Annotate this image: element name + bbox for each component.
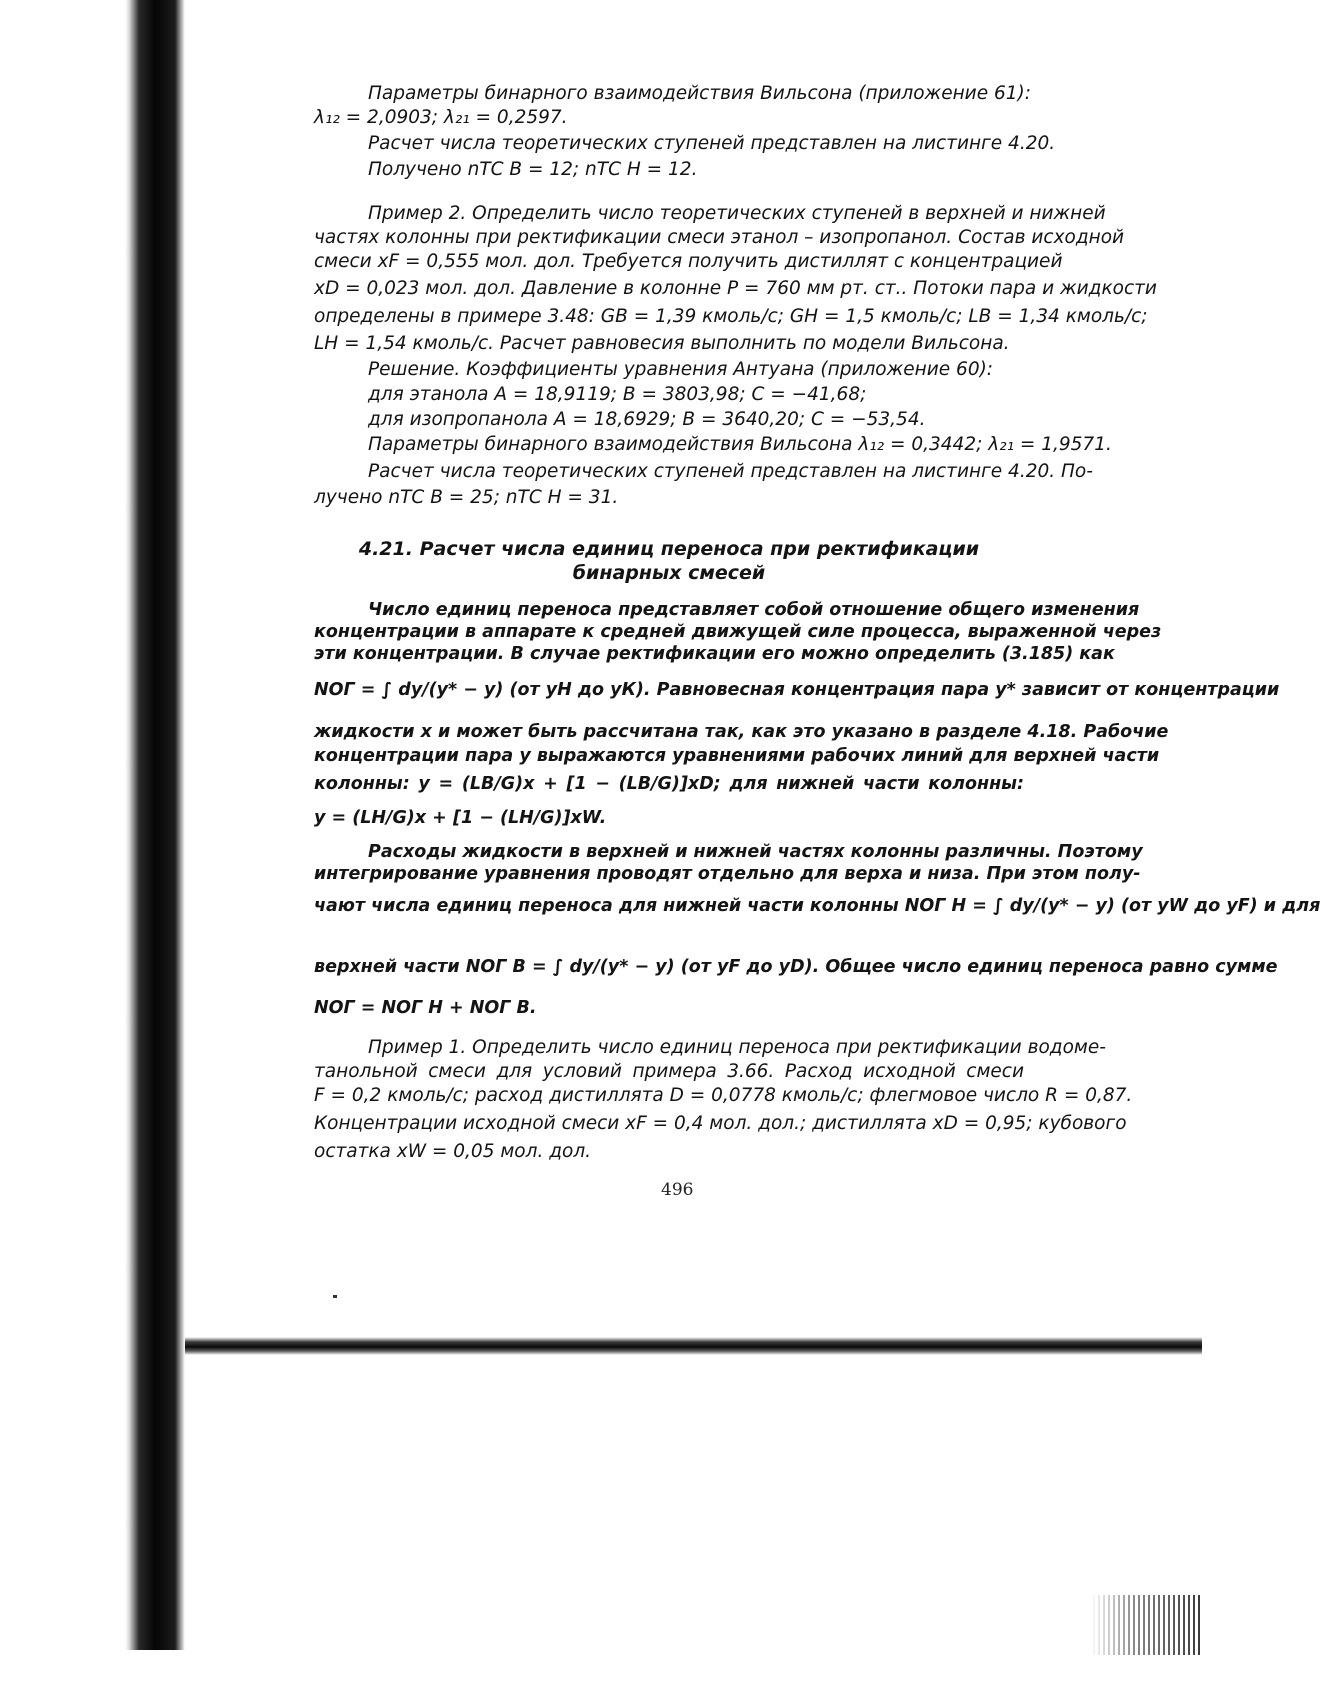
text-line: Пример 2. Определить число теоретических ступеней в верхней и нижней	[368, 203, 1106, 224]
text-line: Расчет числа теоретических ступеней представлен на листинге 4.20. По-	[368, 461, 1093, 482]
formula-line: y = (LН/G)x + [1 − (LН/G)]xW.	[314, 808, 607, 828]
text-line: определены в примере 3.48: GВ = 1,39 кмоль/с; GН = 1,5 кмоль/с; LВ = 1,34 кмоль/с;	[314, 306, 1148, 327]
text-line: Расходы жидкости в верхней и нижней частях колонны различны. Поэтому	[368, 842, 1143, 862]
formula-line: NОГ = NОГ Н + NОГ В.	[314, 998, 537, 1018]
text-line: Концентрации исходной смеси xF = 0,4 мол. дол.; дистиллята xD = 0,95; кубового	[314, 1113, 1127, 1134]
text-line: Пример 1. Определить число единиц переноса при ректификации водоме-	[368, 1037, 1106, 1058]
text-line: Параметры бинарного взаимодействия Вильсона λ₁₂ = 0,3442; λ₂₁ = 1,9571.	[368, 434, 1112, 455]
text-line: интегрирование уравнения проводят отдельно для верха и низа. При этом полу-	[314, 864, 1141, 884]
scan-edge-fade	[1090, 1595, 1202, 1655]
text-line: xD = 0,023 мол. дол. Давление в колонне P = 760 мм рт. ст.. Потоки пара и жидкости	[314, 278, 1157, 299]
text-line: F = 0,2 кмоль/с; расход дистиллята D = 0,0778 кмоль/с; флегмовое число R = 0,87.	[314, 1085, 1133, 1106]
text-line: лучено nТС В = 25; nТС Н = 31.	[314, 487, 619, 508]
text-line: танольной смеси для условий примера 3.66. Расход исходной смеси	[314, 1061, 1024, 1082]
page-bottom-edge	[185, 1337, 1202, 1355]
text-line: LН = 1,54 кмоль/с. Расчет равновесия выполнить по модели Вильсона.	[314, 333, 1010, 354]
text-line: эти концентрации. В случае ректификации его можно определить (3.185) как	[314, 644, 1115, 664]
text-line: Параметры бинарного взаимодействия Вильсона (приложение 61):	[368, 83, 1031, 104]
text-line: частях колонны при ректификации смеси этанол – изопропанол. Состав исходной	[314, 227, 1125, 248]
text-line: Число единиц переноса представляет собой отношение общего изменения	[368, 600, 1140, 620]
page-number: 496	[661, 1180, 694, 1200]
text-line: жидкости x и может быть рассчитана так, как это указано в разделе 4.18. Рабочие	[314, 722, 1169, 742]
binding-base	[125, 1650, 185, 1690]
text-line: Расчет числа теоретических ступеней представлен на листинге 4.20.	[368, 133, 1056, 154]
scan-speck	[333, 1295, 337, 1298]
text-line: Получено nТС В = 12; nТС Н = 12.	[368, 159, 698, 180]
text-line: смеси xF = 0,555 мол. дол. Требуется получить дистиллят с концентрацией	[314, 251, 1063, 272]
formula-line: чают числа единиц переноса для нижней части колонны NОГ Н = ∫ dy/(y* − y) (от yW до yF) и для	[314, 896, 1320, 916]
text-line: Решение. Коэффициенты уравнения Антуана (приложение 60):	[368, 359, 994, 380]
text-line: концентрации пара y выражаются уравнениями рабочих линий для верхней части	[314, 746, 1160, 766]
section-heading: бинарных смесей	[572, 562, 766, 584]
text-line: остатка xW = 0,05 мол. дол.	[314, 1141, 592, 1162]
formula-line: верхней части NОГ В = ∫ dy/(y* − y) (от yF до yD). Общее число единиц переноса равно сумме	[314, 957, 1278, 977]
section-heading: 4.21. Расчет числа единиц переноса при ректификации	[358, 538, 980, 560]
text-line: для изопропанола A = 18,6929; B = 3640,20; C = −53,54.	[368, 409, 926, 430]
text-line: λ₁₂ = 2,0903; λ₂₁ = 0,2597.	[314, 107, 568, 128]
book-binding-shadow	[125, 0, 185, 1690]
formula-line: колонны: y = (LВ/G)x + [1 − (LВ/G)]xD; для нижней части колонны:	[314, 774, 1024, 794]
text-line: концентрации в аппарате к средней движущей силе процесса, выраженной через	[314, 622, 1162, 642]
formula-line: NОГ = ∫ dy/(y* − y) (от yН до yК). Равновесная концентрация пара y* зависит от концентрации	[314, 680, 1280, 700]
text-line: для этанола A = 18,9119; B = 3803,98; C = −41,68;	[368, 384, 867, 405]
